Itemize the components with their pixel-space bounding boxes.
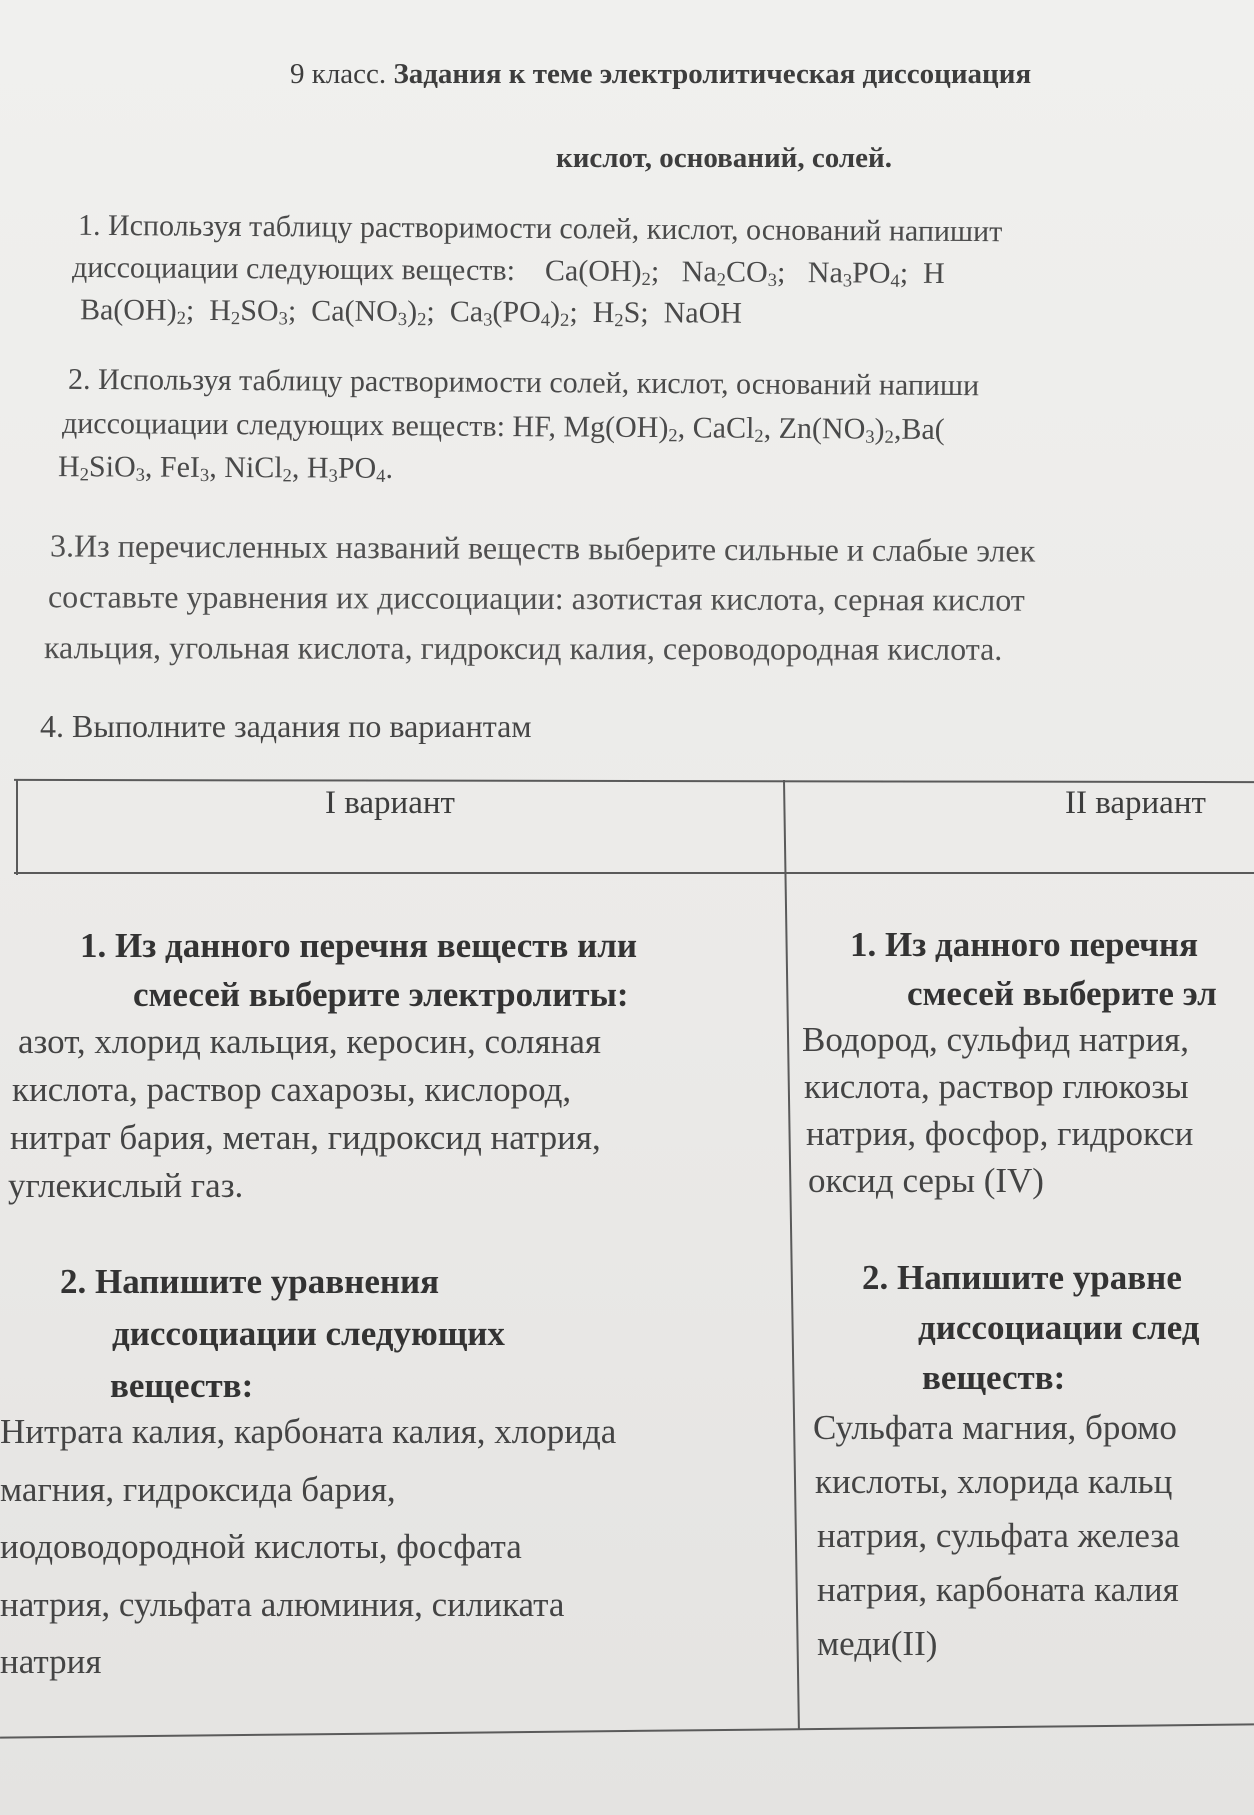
v2-q1-text-line: натрия, фосфор, гидрокси	[806, 1114, 1194, 1153]
v2-q2-heading-line2: диссоциации след	[918, 1308, 1200, 1347]
v1-q2-text-line: иодоводородной кислоты, фосфата	[0, 1527, 522, 1566]
grade-label: 9 класс.	[290, 58, 387, 90]
v2-q1-text-line: оксид серы (IV)	[808, 1161, 1044, 1200]
v2-q2-text-line: натрия, сульфата железа	[817, 1516, 1180, 1555]
v1-q2-heading-line3: веществ:	[110, 1366, 254, 1405]
task1-line1: 1. Используя таблицу растворимости солей, кислот, оснований напишит	[77, 208, 1003, 249]
table-column-divider	[783, 780, 800, 1730]
v2-q2-text-line: меди(II)	[817, 1624, 938, 1663]
v1-q1-text-line: углекислый газ.	[8, 1166, 244, 1205]
v1-q2-text-line: магния, гидроксида бария,	[0, 1470, 396, 1509]
v2-q1-heading-line2: смесей выберите эл	[907, 974, 1217, 1013]
table-top-border	[14, 779, 1254, 783]
task2-line2: диссоциации следующих веществ: HF, $Mg(OH)_2$, CaCl$_2$, $Zn(NO_3)_2,Ba$(	[61, 406, 945, 448]
task3-line1: 3.Из перечисленных названий веществ выберите сильные и слабые элек	[49, 527, 1036, 569]
v1-q1-text-line: кислота, раствор сахарозы, кислород,	[12, 1070, 572, 1109]
task2-line3: $H_2SiO_3$, FeI$_3$, NiCl$_2$, $H_3PO_4$.	[57, 450, 394, 487]
title-line-1: Задания к теме электролитическая диссоциация	[393, 58, 1032, 90]
task3-line3: кальция, угольная кислота, гидроксид калия, сероводородная кислота.	[43, 629, 1003, 667]
header-variant-1: I вариант	[325, 785, 455, 821]
v1-q2-text-line: натрия, сульфата алюминия, силиката	[0, 1585, 565, 1624]
v2-q2-text-line: кислоты, хлорида кальц	[815, 1462, 1173, 1501]
task3-line2: составьте уравнения их диссоциации: азотистая кислота, серная кислот	[47, 578, 1025, 618]
v1-q1-heading-line1: 1. Из данного перечня веществ или	[80, 926, 638, 965]
header-variant-2: II вариант	[1065, 785, 1206, 821]
v1-q2-heading-line1: 2. Напишите уравнения	[60, 1262, 440, 1301]
v1-q1-text-line: нитрат бария, метан, гидроксид натрия,	[10, 1118, 601, 1157]
v2-q2-heading-line3: веществ:	[922, 1358, 1066, 1397]
table-header-divider	[14, 872, 1254, 874]
page-title	[290, 58, 1031, 91]
task1-formulas: $Ba(OH)_2$; $H_2SO_3$; $Ca(NO_3)_2$; $Ca_3(PO_4)_2$; $H_2S$; NaOH	[79, 293, 743, 332]
v1-q1-heading-line2: смесей выберите электролиты:	[133, 975, 629, 1014]
task1-line2: диссоциации следующих веществ: $Ca(OH)_2$; $Na_2CO_3$; $Na_3PO_4$; H	[71, 250, 945, 292]
v2-q1-text-line: Водород, сульфид натрия,	[802, 1020, 1190, 1059]
v1-q2-heading-line2: диссоциации следующих	[112, 1314, 505, 1353]
v1-q2-text-line: натрия	[0, 1642, 102, 1681]
v2-q1-heading-line1: 1. Из данного перечня	[850, 925, 1199, 964]
v2-q1-text-line: кислота, раствор глюкозы	[804, 1067, 1189, 1106]
v2-q2-text-line: Сульфата магния, бромо	[813, 1408, 1177, 1447]
task2-line1: 2. Используя таблицу растворимости солей, кислот, оснований напиши	[67, 362, 980, 403]
v1-q1-text-line: азот, хлорид кальция, керосин, соляная	[18, 1022, 601, 1061]
title-line-2: кислот, оснований, солей.	[556, 142, 892, 174]
v2-q2-text-line: натрия, карбоната калия	[817, 1570, 1179, 1609]
task1-line2-prefix: диссоциации следующих веществ:	[71, 250, 516, 288]
table-bottom-border	[0, 1723, 1254, 1738]
task4-heading: 4. Выполните задания по вариантам	[40, 708, 532, 744]
v1-q2-text-line: Нитрата калия, карбоната калия, хлорида	[0, 1412, 617, 1451]
v2-q2-heading-line1: 2. Напишите уравне	[862, 1258, 1182, 1297]
table-left-border	[16, 780, 18, 875]
